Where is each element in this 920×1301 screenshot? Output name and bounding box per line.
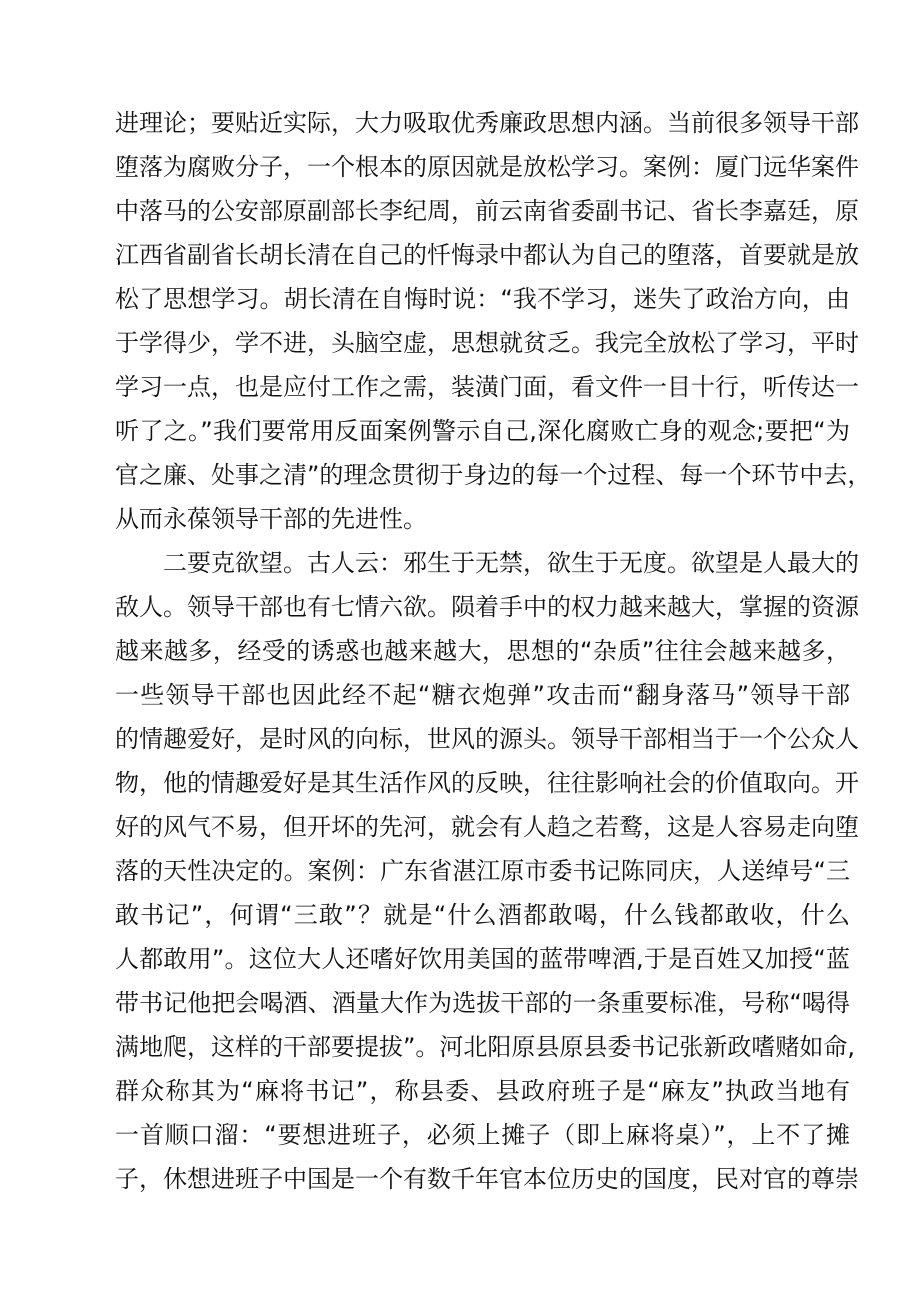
text-line: 一些领导干部也因此经不起“糖衣炮弹”攻击而“翻身落马”领导干部	[115, 681, 850, 709]
paragraph-first-line: 二要克欲望。古人云：邪生于无禁，欲生于无度。欲望是人最大的	[163, 549, 859, 577]
text-line: 松了思想学习。胡长清在自悔时说：“我不学习，迷失了政治方向，由	[115, 285, 850, 313]
text-line: 一首顺口溜：“要想进班子，必须上摊子（即上麻将桌）”，上不了摊	[115, 1121, 850, 1149]
text-line: 好的风气不易，但开坏的先河，就会有人趋之若鹜，这是人容易走向堕	[115, 813, 859, 841]
text-line: 子，休想进班子中国是一个有数千年官本位历史的国度，民对官的尊崇	[115, 1165, 859, 1193]
text-line: 听了之。”我们要常用反面案例警示自己,深化腐败亡身的观念;要把“为	[115, 417, 850, 445]
text-line: 堕落为腐败分子，一个根本的原因就是放松学习。案例：厦门远华案件	[115, 153, 859, 181]
text-line: 从而永葆领导干部的先进性。	[115, 505, 427, 533]
text-line: 物，他的情趣爱好是其生活作风的反映，往往影响社会的价值取向。开	[115, 769, 859, 797]
text-line: 群众称其为“麻将书记”，称县委、县政府班子是“麻友”执政当地有	[115, 1077, 850, 1105]
text-line: 越来越多，经受的诱惑也越来越大，思想的“杂质”往往会越来越多，	[115, 637, 850, 665]
text-line: 中落马的公安部原副部长李纪周，前云南省委副书记、省长李嘉廷，原	[115, 197, 859, 225]
text-line: 的情趣爱好，是时风的向标，世风的源头。领导干部相当于一个公众人	[115, 725, 859, 753]
text-line: 进理论；要贴近实际，大力吸取优秀廉政思想内涵。当前很多领导干部	[115, 109, 859, 137]
text-line: 官之廉、处事之清”的理念贯彻于身边的每一个过程、每一个环节中去，	[115, 461, 872, 489]
text-line: 敌人。领导干部也有七情六欲。陨着手中的权力越来越大，掌握的资源	[115, 593, 859, 621]
text-line: 人都敢用”。这位大人还嗜好饮用美国的蓝带啤酒,于是百姓又加授“蓝	[115, 945, 850, 973]
text-line: 学习一点，也是应付工作之需，装潢门面，看文件一目十行，听传达一	[115, 373, 859, 401]
text-line: 江西省副省长胡长清在自己的忏悔录中都认为自己的堕落，首要就是放	[115, 241, 859, 269]
text-line: 敢书记”，何谓“三敢”？就是“什么酒都敢喝，什么钱都敢收，什么	[115, 901, 850, 929]
text-line: 满地爬，这样的干部要提拔”。河北阳原县原县委书记张新政嗜赌如命,	[115, 1033, 856, 1061]
text-line: 带书记他把会喝酒、酒量大作为选拔干部的一条重要标准，号称“喝得	[115, 989, 850, 1017]
text-line: 于学得少，学不进，头脑空虚，思想就贫乏。我完全放松了学习，平时	[115, 329, 859, 357]
text-line: 落的天性决定的。案例：广东省湛江原市委书记陈同庆，人送绰号“三	[115, 857, 850, 885]
